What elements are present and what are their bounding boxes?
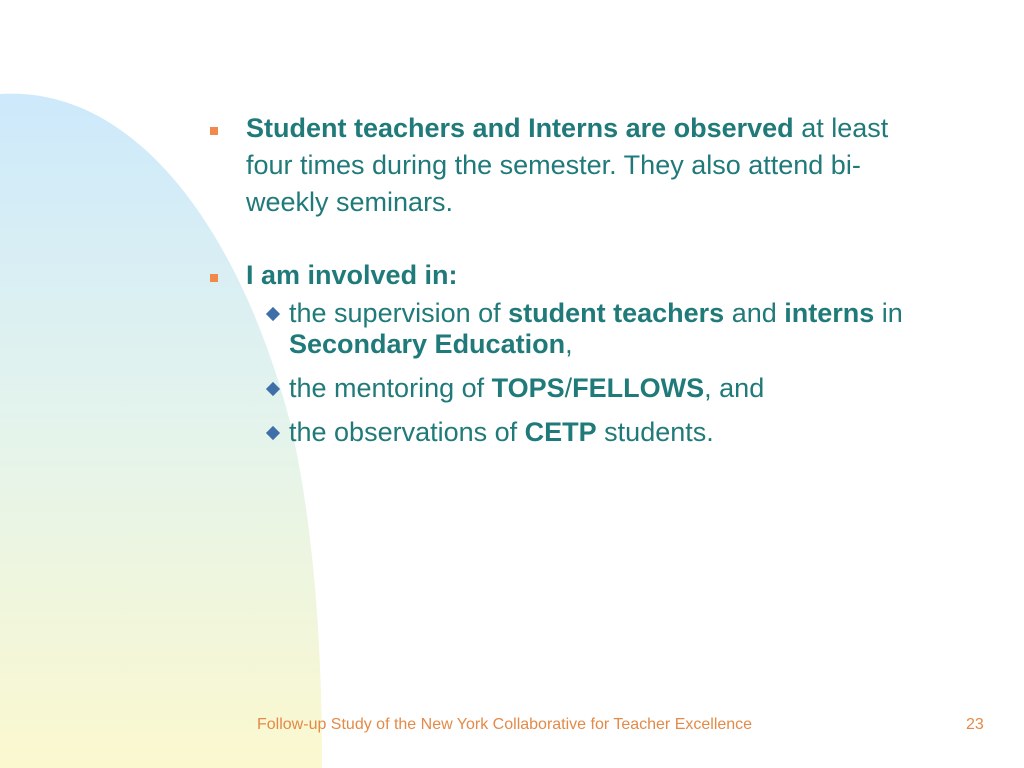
square-bullet-icon — [210, 274, 218, 282]
sub-bold-text: student teachers — [508, 298, 725, 328]
sub-text: the observations of — [289, 417, 525, 447]
bullet-bold-text: I am involved in: — [246, 260, 458, 290]
sub-bold-text: TOPS — [491, 373, 565, 403]
bullet-text: at least four times during the semester. They also attend bi-weekly seminars. — [246, 113, 889, 217]
square-bullet-icon — [210, 127, 218, 135]
sub-bullet-mentoring — [246, 373, 925, 404]
bullet-involvement — [205, 257, 925, 448]
sub-bullet-supervision — [246, 298, 925, 360]
diamond-bullet-icon — [266, 307, 280, 321]
diamond-bullet-icon — [266, 426, 280, 440]
sub-text: students. — [596, 417, 714, 447]
bullet-observation — [205, 110, 925, 221]
sub-text: and — [724, 298, 785, 328]
page-number: 23 — [966, 716, 984, 733]
sub-text: , — [565, 329, 573, 359]
sub-bullet-observations — [246, 417, 925, 448]
sub-text: / — [564, 373, 573, 403]
slide-content — [205, 110, 925, 448]
sub-bullet-list — [246, 298, 925, 448]
sub-text: the supervision of — [289, 298, 509, 328]
sub-bold-text: Secondary Education — [289, 329, 566, 359]
footer-text: Follow-up Study of the New York Collaborative for Teacher Excellence — [257, 716, 753, 733]
sub-bold-text: interns — [784, 298, 875, 328]
sub-text: in — [874, 298, 903, 328]
sub-text: the mentoring of — [289, 373, 492, 403]
diamond-bullet-icon — [266, 382, 280, 396]
bullet-bold-text: Student teachers and Interns are observed — [246, 113, 794, 143]
sub-text: , and — [704, 373, 765, 403]
sub-bold-text: CETP — [524, 417, 597, 447]
sub-bold-text: FELLOWS — [572, 373, 705, 403]
